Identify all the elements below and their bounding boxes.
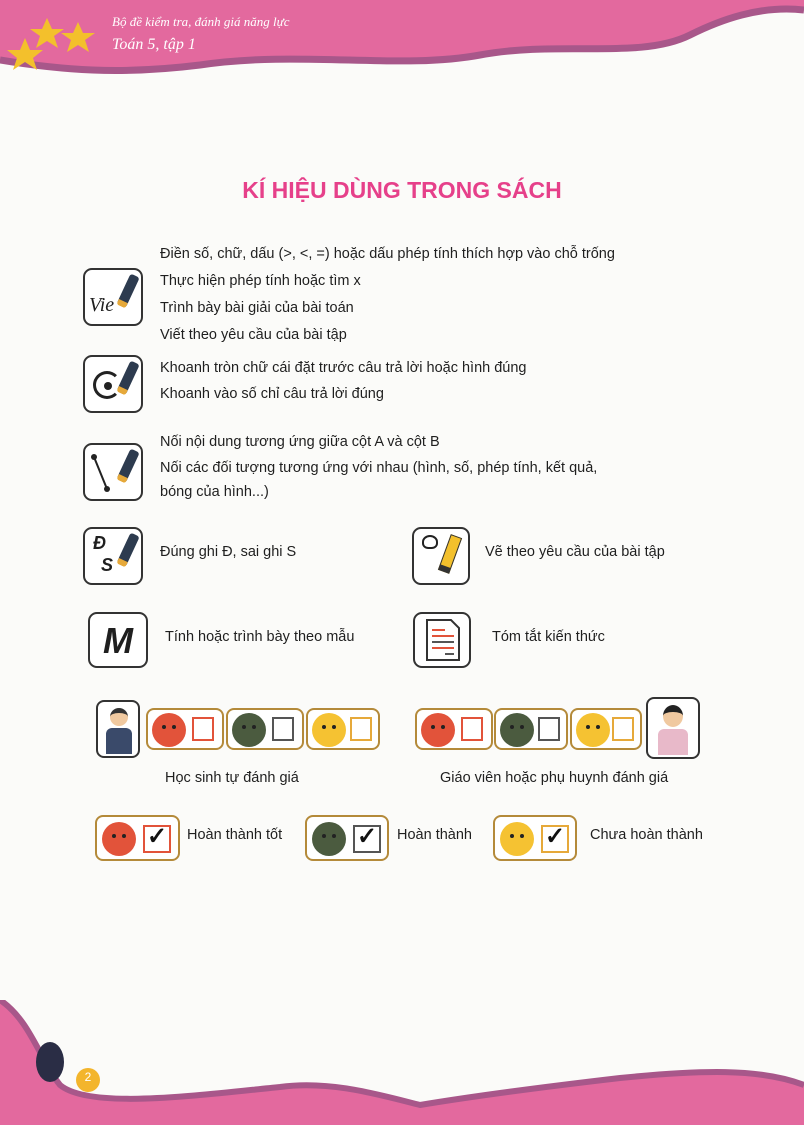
circle-desc: Khoanh tròn chữ cái đặt trước câu trả lời hoặc hình đúng bbox=[160, 360, 527, 376]
mascot-icon bbox=[36, 1042, 64, 1082]
legend-done bbox=[305, 815, 389, 861]
neutral-face-icon bbox=[500, 713, 534, 747]
draw-pencil-icon bbox=[412, 527, 470, 585]
footer-banner bbox=[0, 1000, 804, 1125]
draw-desc: Vẽ theo yêu cầu của bài tập bbox=[485, 544, 665, 560]
student-eval-good[interactable] bbox=[146, 708, 224, 750]
checkbox[interactable] bbox=[350, 717, 372, 741]
student-eval-done[interactable] bbox=[226, 708, 304, 750]
teacher-eval-good[interactable] bbox=[415, 708, 493, 750]
legend-notdone bbox=[493, 815, 577, 861]
page-number: 2 bbox=[84, 1070, 92, 1084]
checkbox[interactable] bbox=[612, 717, 634, 741]
check-icon: ✓ bbox=[545, 823, 566, 850]
check-icon: ✓ bbox=[147, 823, 168, 850]
sample-icon: M bbox=[88, 612, 148, 668]
connect-desc: Nối nội dung tương ứng giữa cột A và cột B bbox=[160, 434, 440, 450]
checkbox[interactable] bbox=[461, 717, 483, 741]
connect-desc: bóng của hình...) bbox=[160, 484, 269, 500]
write-desc: Thực hiện phép tính hoặc tìm x bbox=[160, 273, 361, 289]
checkbox[interactable] bbox=[272, 717, 294, 741]
student-avatar bbox=[96, 700, 140, 758]
check-icon: ✓ bbox=[357, 823, 378, 850]
teacher-eval-notdone[interactable] bbox=[570, 708, 642, 750]
write-desc: Điền số, chữ, dấu (>, <, =) hoặc dấu phép tính thích hợp vào chỗ trống bbox=[160, 246, 615, 262]
happy-face-icon bbox=[102, 822, 136, 856]
circle-desc: Khoanh vào số chỉ câu trả lời đúng bbox=[160, 386, 384, 402]
checkbox[interactable] bbox=[192, 717, 214, 741]
student-eval-notdone[interactable] bbox=[306, 708, 380, 750]
legend-label: Chưa hoàn thành bbox=[590, 827, 703, 843]
checkbox[interactable] bbox=[538, 717, 560, 741]
write-pen-icon: Vie bbox=[83, 268, 143, 326]
teacher-avatar bbox=[646, 697, 700, 759]
neutral-face-icon bbox=[312, 822, 346, 856]
connect-pen-icon bbox=[83, 443, 143, 501]
true-false-desc: Đúng ghi Đ, sai ghi S bbox=[160, 544, 297, 560]
sad-face-icon bbox=[312, 713, 346, 747]
page-title: KÍ HIỆU DÙNG TRONG SÁCH bbox=[242, 177, 562, 203]
write-desc: Viết theo yêu cầu của bài tập bbox=[160, 327, 347, 343]
series-title: Bộ đề kiểm tra, đánh giá năng lực bbox=[112, 14, 290, 29]
student-eval-label: Học sinh tự đánh giá bbox=[165, 770, 299, 786]
legend-label: Hoàn thành tốt bbox=[187, 827, 283, 843]
teacher-eval-label: Giáo viên hoặc phụ huynh đánh giá bbox=[440, 770, 669, 786]
legend-label: Hoàn thành bbox=[397, 827, 472, 843]
neutral-face-icon bbox=[232, 713, 266, 747]
teacher-eval-done[interactable] bbox=[494, 708, 568, 750]
write-desc: Trình bày bài giải của bài toán bbox=[160, 300, 354, 316]
true-false-icon: Đ S bbox=[83, 527, 143, 585]
summary-document-icon bbox=[413, 612, 471, 668]
happy-face-icon bbox=[152, 713, 186, 747]
connect-desc: Nối các đối tượng tương ứng với nhau (hình, số, phép tính, kết quả, bbox=[160, 460, 598, 476]
sample-desc: Tính hoặc trình bày theo mẫu bbox=[165, 629, 355, 645]
book-title: Toán 5, tập 1 bbox=[112, 36, 196, 53]
legend-good bbox=[95, 815, 180, 861]
circle-pen-icon bbox=[83, 355, 143, 413]
happy-face-icon bbox=[421, 713, 455, 747]
sad-face-icon bbox=[500, 822, 534, 856]
sad-face-icon bbox=[576, 713, 610, 747]
summary-desc: Tóm tắt kiến thức bbox=[492, 629, 605, 645]
